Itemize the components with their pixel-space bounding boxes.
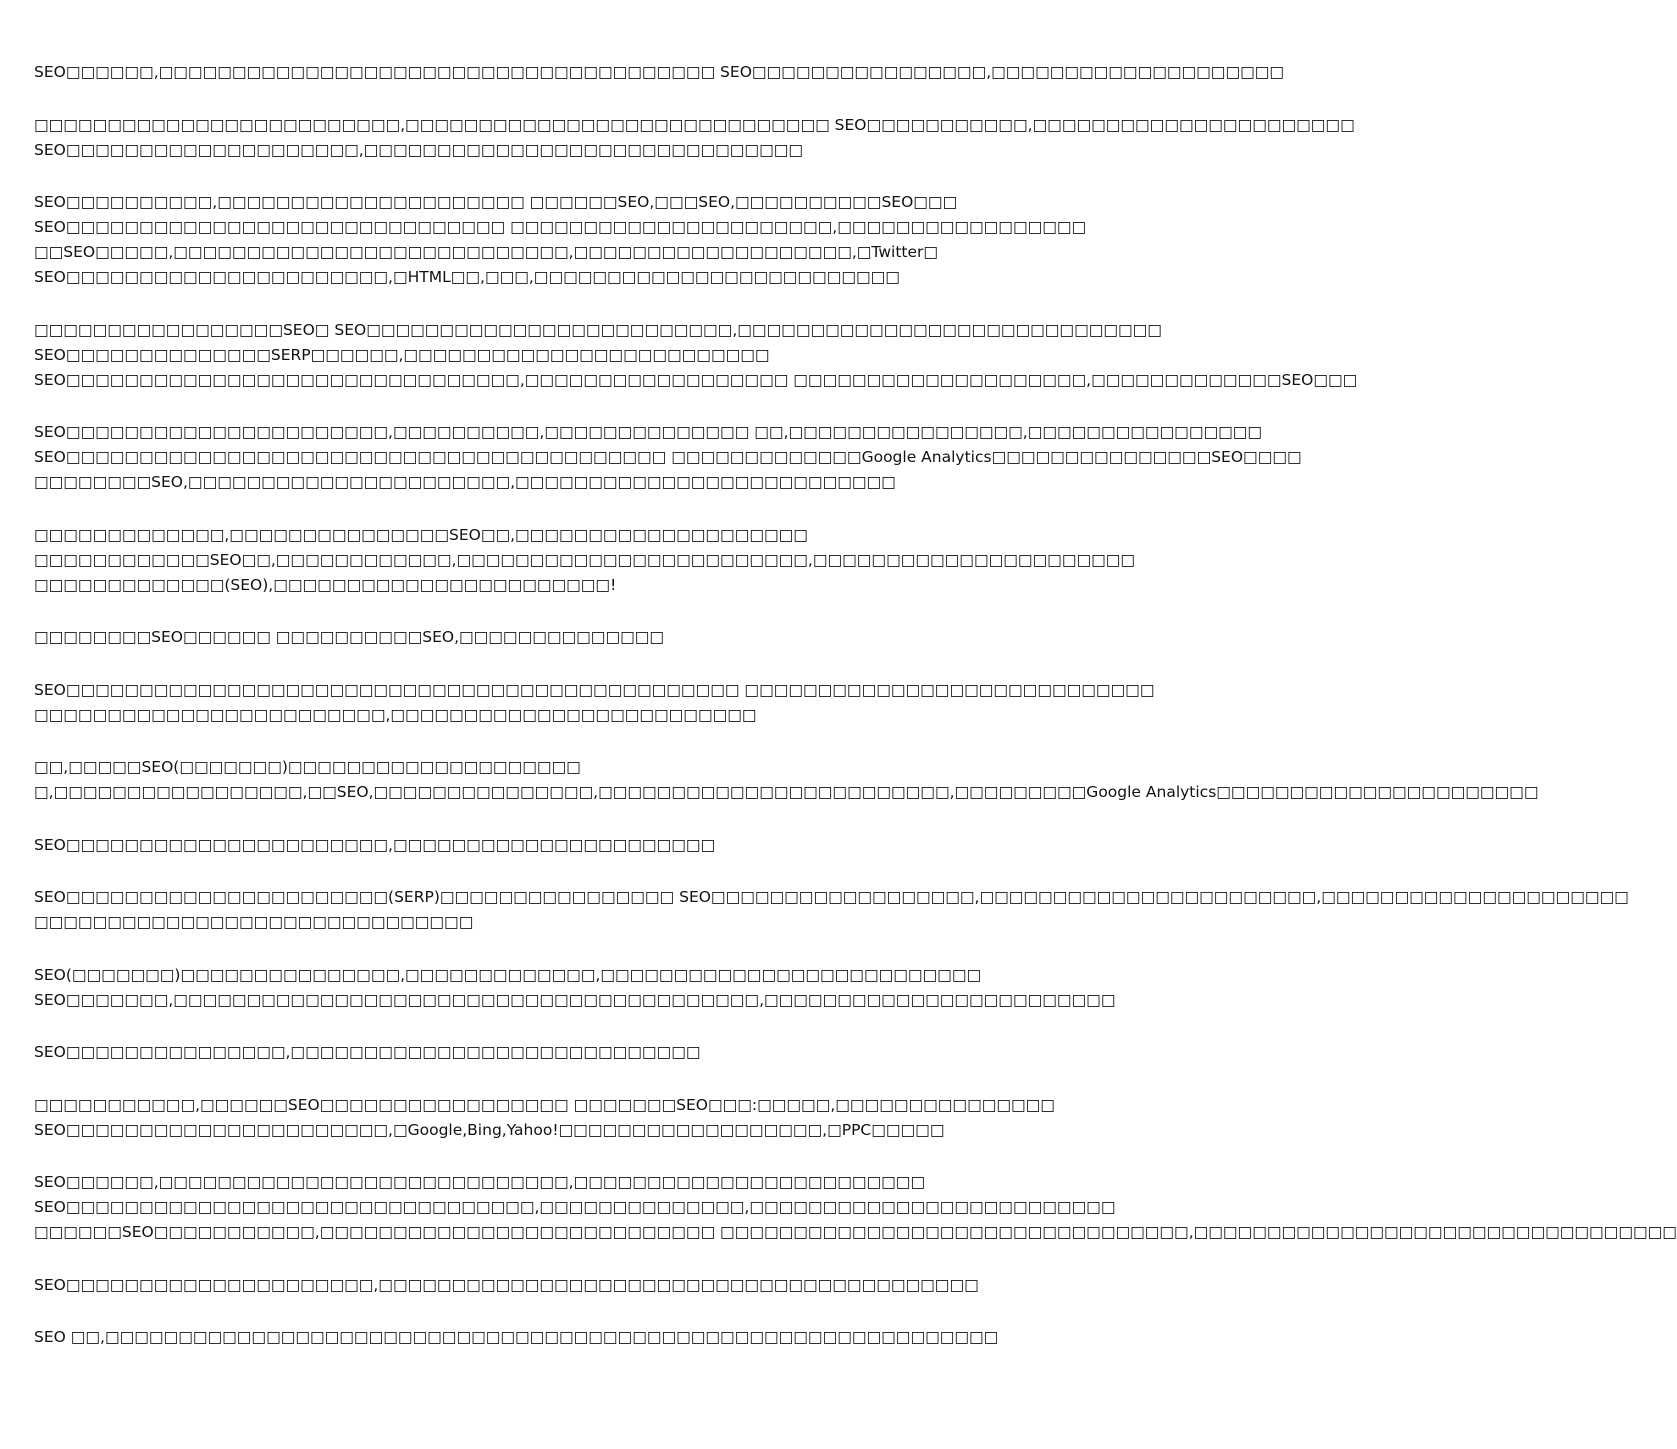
text-line: SEO□□□□□□□□□□,□□□□□□□□□□□□□□□□□□□□□ □□□□□□SEO,□□□SEO,□□□□□□□□□□SEO□□□ [34, 193, 958, 211]
text-line: □□□□□□□□□□□,□□□□□□SEO□□□□□□□□□□□□□□□□□ □□□□□□□SEO□□□:□□□□□,□□□□□□□□□□□□□□□ [34, 1095, 1055, 1114]
text-line: □□□□□□□□□□□□□(SEO),□□□□□□□□□□□□□□□□□□□□□□□! [34, 575, 617, 594]
text-line: □□□□□□□□SEO,□□□□□□□□□□□□□□□□□□□□□□,□□□□□□□□□□□□□□□□□□□□□□□□□□ [34, 473, 896, 491]
paragraph-14 [34, 1093, 1055, 1143]
text-line: □□□□□□□□SEO□□□□□□ □□□□□□□□□□SEO,□□□□□□□□□□□□□□ [34, 628, 665, 646]
text-line: SEO□□□□□□□□□□□□□□□□□□□□,□□□□□□□□□□□□□□□□□□□□□□□□□□□□□□ [34, 140, 803, 159]
text-line: SEO□□□□□□□□□□□□□□□□□□□□□,□□□□□□□□□□□□□□□□□□□□□□□□□□□□□□□□□□□□□□□□□ [34, 1275, 979, 1294]
text-line: SEO□□□□□□□□□□□□□□□□□□□□□□,□HTML□□,□□□,□□□□□□□□□□□□□□□□□□□□□□□□□ [34, 268, 900, 286]
text-line: SEO□□□□□□□□□□□□□□□□□□□□□□□□□□□□□□□□,□□□□□□□□□□□□□□,□□□□□□□□□□□□□□□□□□□□□□□□□ [34, 1198, 1116, 1216]
paragraph-5 [34, 420, 1302, 495]
text-line: □□SEO□□□□□,□□□□□□□□□□□□□□□□□□□□□□□□□□□,□□□□□□□□□□□□□□□□□□□,□Twitter□ [34, 243, 939, 261]
paragraph-9 [34, 755, 1539, 805]
text-line: □,□□□□□□□□□□□□□□□□□,□□SEO,□□□□□□□□□□□□□□□,□□□□□□□□□□□□□□□□□□□□□□□□,□□□□□□□□□Google Analytics□□□□□□□□□□□□□□□□□□□□□□ [34, 783, 1539, 801]
paragraph-11 [34, 885, 1629, 935]
text-line: SEO□□□□□□□□□□□□□□SERP□□□□□□,□□□□□□□□□□□□□□□□□□□□□□□□□ [34, 345, 770, 364]
text-line: □□□□□□□□□□□□□□□□□□□□□□□□□,□□□□□□□□□□□□□□□□□□□□□□□□□□□□□ SEO□□□□□□□□□□□,□□□□□□□□□□□□□□□□□□□□□□ [34, 115, 1355, 134]
paragraph-6 [34, 523, 1136, 598]
text-line: □□□□□□□□□□□□SEO□□,□□□□□□□□□□□□,□□□□□□□□□□□□□□□□□□□□□□□□,□□□□□□□□□□□□□□□□□□□□□□ [34, 550, 1136, 569]
paragraph-7 [34, 625, 984, 650]
paragraph-17 [34, 1325, 999, 1350]
text-line: SEO□□□□□□□□□□□□□□□□□□□□□□,□Google,Bing,Yahoo!□□□□□□□□□□□□□□□□□□,□PPC□□□□□ [34, 1120, 945, 1139]
text-line: SEO□□□□□□□□□□□□□□□□□□□□□□□□□□□□□□□□□□□□□□□□□ □□□□□□□□□□□□□Google Analytics□□□□□□□□□□□□□□□SEO□□□□ [34, 448, 1302, 466]
text-line: SEO□□□□□□□□□□□□□□□□□□□□□□□□□□□□□□ □□□□□□□□□□□□□□□□□□□□□□,□□□□□□□□□□□□□□□□□ [34, 218, 1087, 236]
text-line: SEO□□□□□□□□□□□□□□□□□□□□□□□□□□□□□□□□□□□□□□□□□□□□□□ □□□□□□□□□□□□□□□□□□□□□□□□□□□□ [34, 680, 1155, 699]
text-line: SEO□□□□□□□□□□□□□□□□□□□□□□(SERP)□□□□□□□□□□□□□□□□ SEO□□□□□□□□□□□□□□□□□□,□□□□□□□□□□□□□□□□□□□□□□□,□□□□□□□□□□□□□□□□□□□□□ [34, 888, 1629, 906]
text-line: SEO□□□□□□,□□□□□□□□□□□□□□□□□□□□□□□□□□□□,□□□□□□□□□□□□□□□□□□□□□□□□ [34, 1173, 926, 1191]
text-line: SEO□□□□□□□□□□□□□□□,□□□□□□□□□□□□□□□□□□□□□□□□□□□□ [34, 1043, 701, 1061]
paragraph-13 [34, 1040, 984, 1065]
paragraph-4 [34, 318, 1358, 393]
paragraph-15 [34, 1170, 1677, 1245]
paragraph-8 [34, 678, 1155, 728]
text-line: □□□□□□□□□□□□□,□□□□□□□□□□□□□□□SEO□□,□□□□□□□□□□□□□□□□□□□□ [34, 525, 808, 544]
paragraph-10 [34, 833, 984, 858]
text-line: □□□□□□□□□□□□□□□□□□□□□□□□□□□□□□ [34, 913, 474, 931]
text-line: SEO□□□□□□□□□□□□□□□□□□□□□□□□□□□□□□□,□□□□□□□□□□□□□□□□□□ □□□□□□□□□□□□□□□□□□□□,□□□□□□□□□□□□□SEO□□□ [34, 370, 1358, 389]
text-line: □□□□□□□□□□□□□□□□□SEO□ SEO□□□□□□□□□□□□□□□□□□□□□□□□□,□□□□□□□□□□□□□□□□□□□□□□□□□□□□□ [34, 320, 1162, 339]
text-line: □□□□□□SEO□□□□□□□□□□□,□□□□□□□□□□□□□□□□□□□□□□□□□□□ □□□□□□□□□□□□□□□□□□□□□□□□□□□□□□□□,□□□□□□□□□□□□□□□□□□□□□□□□□□□□□□□□□ [34, 1223, 1677, 1241]
text-line: SEO□□□□□□□□□□□□□□□□□□□□□□,□□□□□□□□□□□□□□□□□□□□□□ [34, 835, 716, 854]
paragraph-16 [34, 1273, 984, 1298]
paragraph-2 [34, 113, 1355, 163]
text-line: SEO □□,□□□□□□□□□□□□□□□□□□□□□□□□□□□□□□□□□□□□□□□□□□□□□□□□□□□□□□□□□□□□□ [34, 1328, 999, 1346]
paragraph-3 [34, 190, 1087, 290]
text-line: SEO□□□□□□,□□□□□□□□□□□□□□□□□□□□□□□□□□□□□□□□□□□□□□ SEO□□□□□□□□□□□□□□□□,□□□□□□□□□□□□□□□□□□□□ [34, 63, 1285, 81]
text-line: SEO(□□□□□□□)□□□□□□□□□□□□□□□,□□□□□□□□□□□□□,□□□□□□□□□□□□□□□□□□□□□□□□□□ [34, 965, 982, 984]
text-line: □□,□□□□□SEO(□□□□□□□)□□□□□□□□□□□□□□□□□□□□ [34, 758, 581, 776]
text-line: □□□□□□□□□□□□□□□□□□□□□□□□,□□□□□□□□□□□□□□□□□□□□□□□□□ [34, 705, 757, 724]
paragraph-12 [34, 963, 1116, 1013]
text-line: SEO□□□□□□□□□□□□□□□□□□□□□□,□□□□□□□□□□,□□□□□□□□□□□□□□ □□,□□□□□□□□□□□□□□□□,□□□□□□□□□□□□□□□□ [34, 423, 1263, 441]
paragraph-1 [34, 60, 1285, 85]
text-line: SEO□□□□□□□,□□□□□□□□□□□□□□□□□□□□□□□□□□□□□□□□□□□□□□□□,□□□□□□□□□□□□□□□□□□□□□□□□ [34, 990, 1116, 1009]
